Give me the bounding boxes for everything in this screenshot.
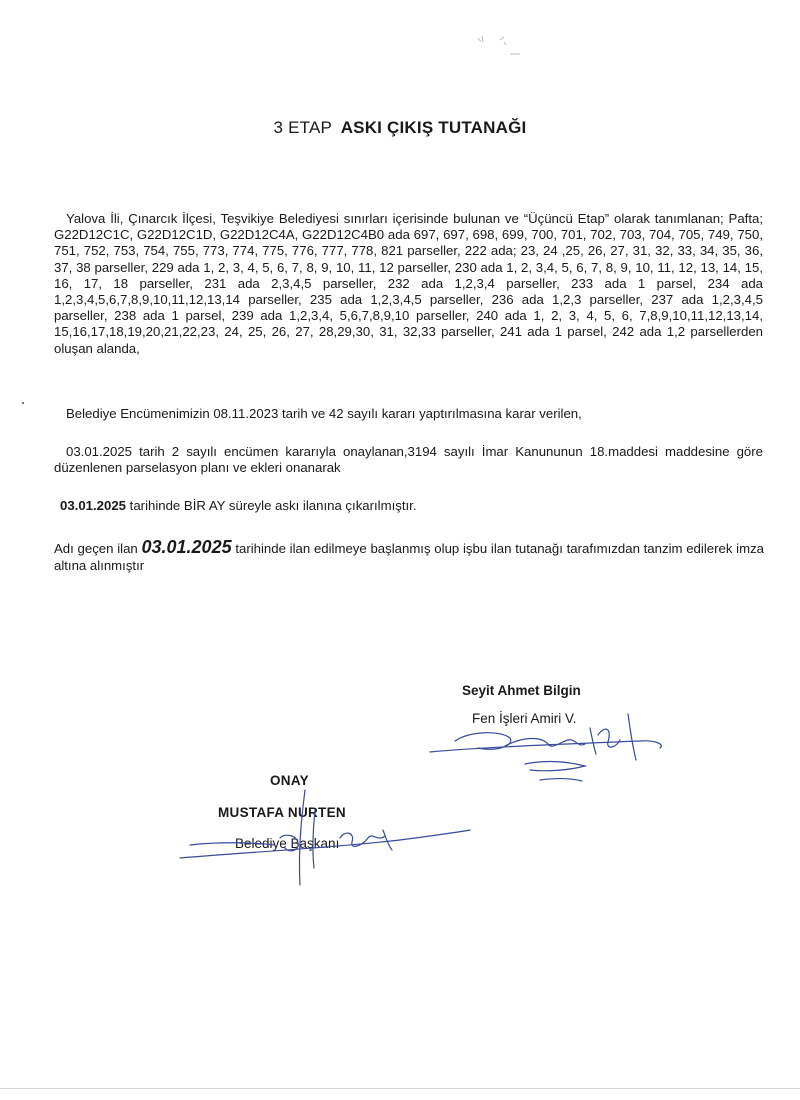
paragraph-posting <box>60 498 760 514</box>
approval-label: ONAY <box>270 773 309 788</box>
title-main: ASKI ÇIKIŞ TUTANAĞI <box>340 118 527 137</box>
scan-mark <box>470 30 530 70</box>
paragraph-record <box>54 539 764 574</box>
margin-mark <box>22 402 24 404</box>
page-title <box>0 118 800 138</box>
record-date: 03.01.2025 <box>141 537 232 557</box>
record-text-rest: tarihinde ilan edilmeye başlanmış olup işbu ilan tutanağı tarafımızdan tanzim edilerek imza altına alınmıştır <box>54 541 764 573</box>
signatory-role: Fen İşleri Amiri V. <box>472 711 577 726</box>
paragraph-council-decision: Belediye Encümenimizin 08.11.2023 tarih ve 42 sayılı kararı yaptırılmasına karar verilen, <box>66 406 582 421</box>
paragraph-approval: 03.01.2025 tarih 2 sayılı encümen kararıyla onaylanan,3194 sayılı İmar Kanununun 18.maddesi maddesine göre düzenlenen parselasyon planı ve ekleri onanarak <box>54 444 763 476</box>
posting-text: tarihinde BİR AY süreyle askı ilanına çıkarılmıştır. <box>126 498 417 513</box>
record-text-start: Adı geçen ilan <box>54 541 142 556</box>
posting-date: 03.01.2025 <box>60 498 127 513</box>
signatory-name: Seyit Ahmet Bilgin <box>462 683 581 698</box>
mayor-name: MUSTAFA NURTEN <box>218 805 346 820</box>
title-prefix: 3 ETAP <box>273 118 332 137</box>
paragraph-parcels: Yalova İli, Çınarcık İlçesi, Teşvikiye Belediyesi sınırları içerisinde bulunan ve “Üçüncü Etap” olarak tanımlanan; Pafta; G22D12C1C, G22D12C1D, G22D12C4A, G22D12C4B0 ada 697, 697, 698, 699, 700, 701, 702, 703, 704, 705, 749, 750, 751, 752, 753, 754, 755, 773, 774, 775, 776, 777, 778, 821 parseller, 222 ada; 23, 24 ,25, 26, 27, 31, 32, 33, 34, 35, 36, 37, 38 parseller, 229 ada 1, 2, 3, 4, 5, 6, 7, 8, 9, 10, 11, 12 parseller, 230 ada 1, 2, 3,4, 5, 6, 7, 8, 9, 10, 11, 12, 13, 14, 15, 16, 17, 18 parseller, 231 ada 2,3,4,5 parseller, 232 ada 1,2,3,4 parseller, 233 ada 1 parsel, 234 ada 1,2,3,4,5,6,7,8,9,10,11,12,13,14 parseller, 235 ada 1,2,3,4,5 parseller, 236 ada 1,2,3 parseller, 237 ada 1,2,3,4,5 parseller, 238 ada 1 parsel, 239 ada 1,2,3,4, 5,6,7,8,9,10 parseller, 240 ada 1, 2, 3, 4, 5, 6, 7,8,9,10,11,12,13,14, 15,16,17,18,19,20,21,22,23, 24, 25, 26, 27, 28,29,30, 31, 32,33 parseller, 241 ada 1 parsel, 242 ada 1,2 parsellerden oluşan alanda, <box>54 211 763 356</box>
scan-edge-line <box>0 1088 800 1089</box>
mayor-role: Belediye Başkanı <box>235 836 340 851</box>
